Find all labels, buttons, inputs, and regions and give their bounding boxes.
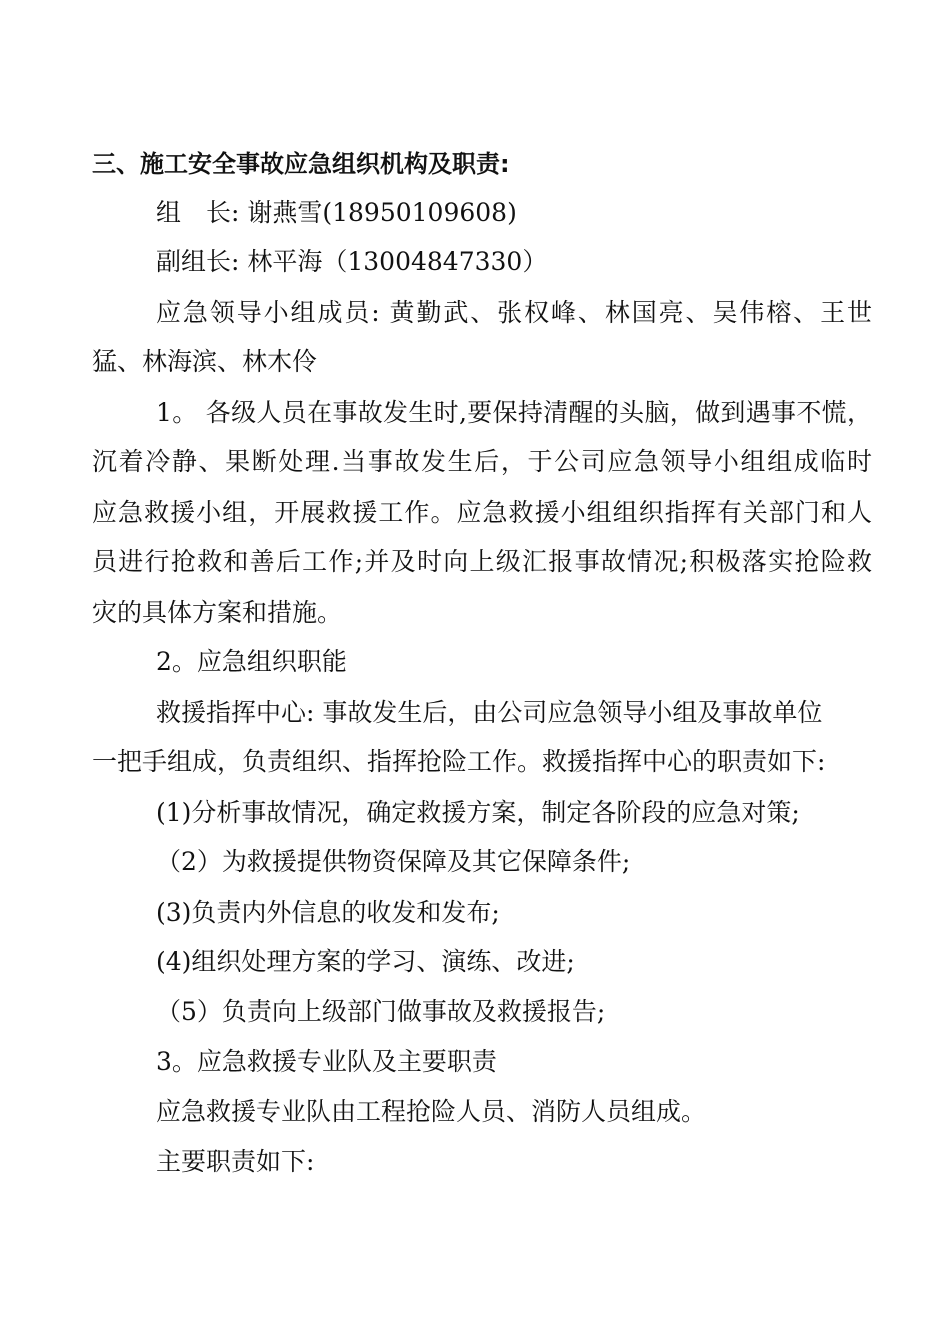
leader-line: 组 长: 谢燕雪(18950109608) bbox=[156, 198, 517, 227]
section-heading: 三、施工安全事故应急组织机构及职责: bbox=[92, 150, 510, 178]
section-2-title: 2。应急组织职能 bbox=[156, 647, 347, 676]
members-line-2: 猛、林海滨、林木伶 bbox=[92, 347, 318, 376]
duty-item-4: (4)组织处理方案的学习、演练、改进; bbox=[156, 947, 575, 976]
section-2-paragraph-line-1: 救援指挥中心: 事故发生后，由公司应急领导小组及事故单位 bbox=[156, 698, 823, 727]
paragraph-1-line-1: 1。 各级人员在事故发生时,要保持清醒的头脑，做到遇事不慌， bbox=[156, 398, 872, 427]
section-3-paragraph: 应急救援专业队由工程抢险人员、消防人员组成。 bbox=[156, 1097, 707, 1126]
paragraph-1-line-3: 应急救援小组，开展救援工作。应急救援小组组织指挥有关部门和人 bbox=[92, 498, 872, 527]
duty-item-3: (3)负责内外信息的收发和发布; bbox=[156, 898, 500, 927]
section-3-duties-label: 主要职责如下: bbox=[156, 1147, 315, 1176]
duty-item-5: （5）负责向上级部门做事故及救援报告; bbox=[156, 997, 606, 1026]
duty-item-1: (1)分析事故情况，确定救援方案，制定各阶段的应急对策; bbox=[156, 798, 800, 827]
members-line-1: 应急领导小组成员: 黄勤武、张权峰、林国亮、吴伟榕、王世 bbox=[156, 298, 872, 327]
section-2-paragraph-line-2: 一把手组成，负责组织、指挥抢险工作。救援指挥中心的职责如下: bbox=[92, 747, 826, 776]
deputy-leader-line: 副组长: 林平海（13004847330） bbox=[156, 247, 548, 276]
duty-item-2: （2）为救援提供物资保障及其它保障条件; bbox=[156, 847, 631, 876]
section-3-title: 3。应急救援专业队及主要职责 bbox=[156, 1047, 497, 1076]
paragraph-1-line-4: 员进行抢救和善后工作;并及时向上级汇报事故情况;积极落实抢险救 bbox=[92, 547, 872, 576]
paragraph-1-line-5: 灾的具体方案和措施。 bbox=[92, 598, 343, 627]
paragraph-1-line-2: 沉着冷静、果断处理.当事故发生后，于公司应急领导小组组成临时 bbox=[92, 447, 872, 476]
